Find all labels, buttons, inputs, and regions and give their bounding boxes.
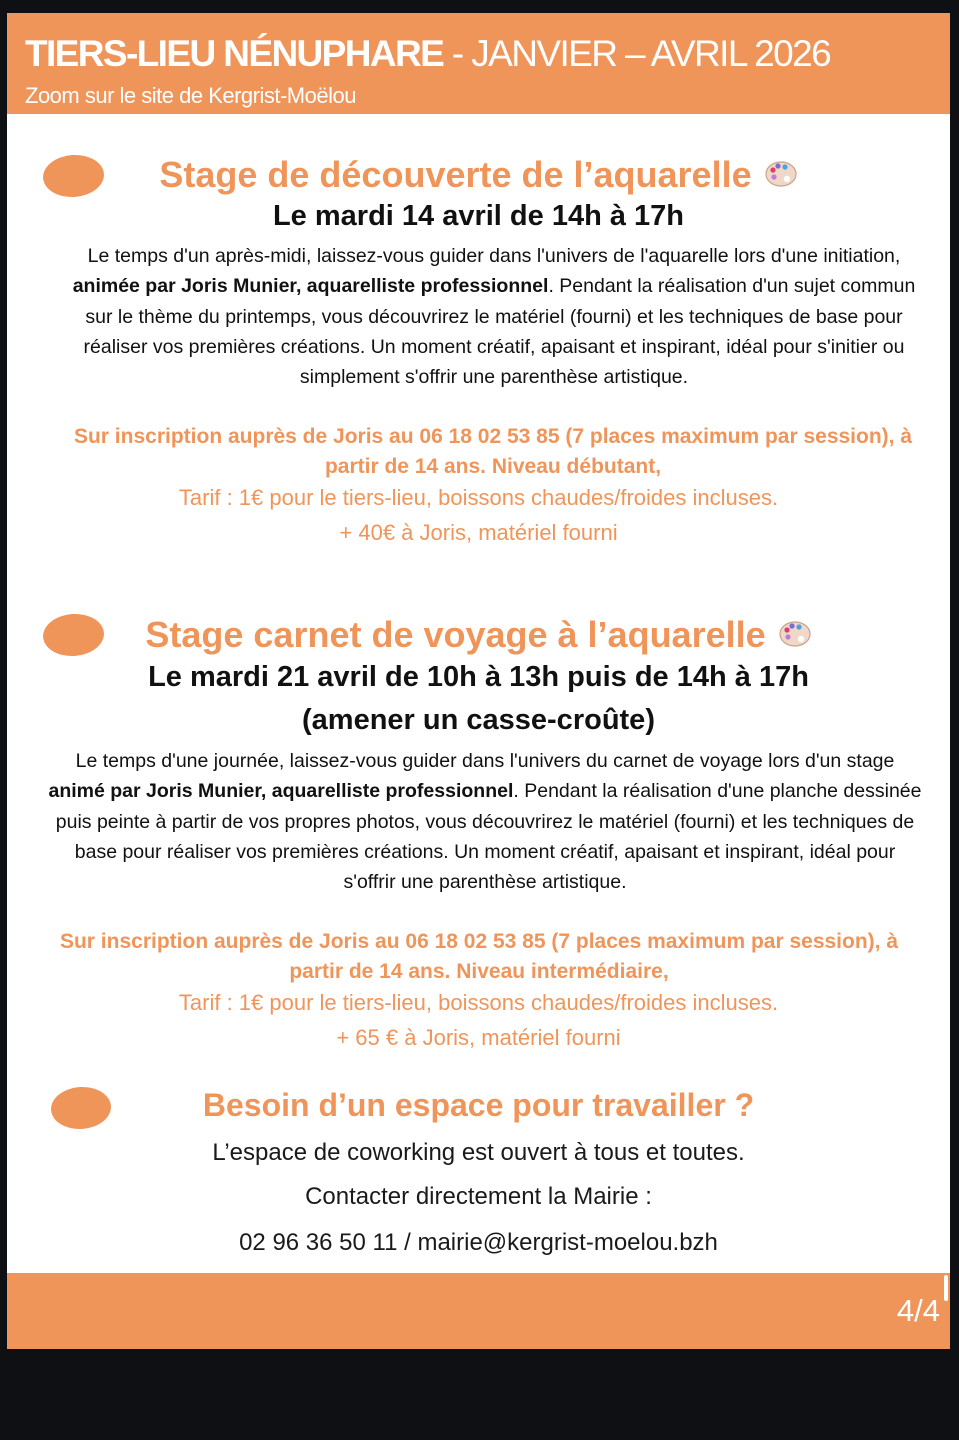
page-indicator: 4/4 xyxy=(896,1293,940,1328)
event-description xyxy=(65,241,923,392)
palette-icon xyxy=(778,616,812,658)
header-banner xyxy=(7,13,950,114)
description-text-end: . Pendant la réalisation d'une planche dessinée puis peinte à partir de vos propres photos, vous découvrirez le matériel (fourni) et les techniques de base pour réaliser vos premières créations. Un moment créatif, apaisant et inspirant, idéal pour s'offrir une parenthèse artistique. xyxy=(55,780,922,894)
section-title-text: Stage de découverte de l’aquarelle xyxy=(159,154,752,195)
page-subtitle: Zoom sur le site de Kergrist-Moëlou xyxy=(25,83,356,108)
description-animator: animé par Joris Munier, aquarelliste professionnel xyxy=(48,780,514,803)
contact-details: 02 96 36 50 11 / mairie@kergrist-moelou.bzh xyxy=(239,1229,718,1256)
scrollbar-thumb[interactable] xyxy=(944,1275,948,1301)
footer-bar xyxy=(7,1273,950,1349)
registration-info: Sur inscription auprès de Joris au 06 18 02 53 85 (7 places maximum par session), à partir de 14 ans. Niveau intermédiaire, xyxy=(59,930,899,983)
section-title-text: Stage carnet de voyage à l’aquarelle xyxy=(145,614,766,655)
page-title xyxy=(25,33,830,75)
description-text: Le temps d'une journée, laissez-vous guider dans l'univers du carnet de voyage lors d'un stage xyxy=(75,750,895,772)
description-animator: animée par Joris Munier, aquarelliste professionnel xyxy=(72,275,549,298)
registration-info: Sur inscription auprès de Joris au 06 18 02 53 85 (7 places maximum par session), à partir de 14 ans. Niveau débutant, xyxy=(73,425,913,478)
section-title xyxy=(7,614,950,658)
description-text: Le temps d'un après-midi, laissez-vous guider dans l'univers de l'aquarelle lors d'une initiation, xyxy=(87,245,901,267)
story-page xyxy=(7,13,950,1349)
palette-icon xyxy=(764,156,798,198)
pricing-extra: + 40€ à Joris, matériel fourni xyxy=(339,520,618,545)
pricing-extra: + 65 € à Joris, matériel fourni xyxy=(336,1025,621,1050)
event-date: Le mardi 14 avril de 14h à 17h xyxy=(272,200,685,232)
event-date-note: (amener un casse-croûte) xyxy=(302,704,655,736)
description-text-end: . Pendant la réalisation d'un sujet commun sur le thème du printemps, vous découvrirez le matériel (fourni) et les techniques de base pour réaliser vos premières créations. Un moment créatif, apaisant et inspirant, idéal pour s'initier ou simplement s'offrir une parenthèse artistique. xyxy=(83,275,916,389)
event-description xyxy=(47,746,923,897)
coworking-info: L’espace de coworking est ouvert à tous et toutes. xyxy=(212,1139,745,1166)
title-venue: TIERS-LIEU NÉNUPHARE xyxy=(25,33,444,74)
section-title: Besoin d’un espace pour travailler ? xyxy=(202,1087,755,1123)
contact-instruction: Contacter directement la Mairie : xyxy=(305,1183,652,1210)
event-date: Le mardi 21 avril de 10h à 13h puis de 14h à 17h xyxy=(148,661,809,693)
pricing-line: Tarif : 1€ pour le tiers-lieu, boissons chaudes/froides incluses. xyxy=(178,485,779,510)
pricing-line: Tarif : 1€ pour le tiers-lieu, boissons chaudes/froides incluses. xyxy=(178,990,779,1015)
title-period: - JANVIER – AVRIL 2026 xyxy=(443,33,831,74)
section-title xyxy=(7,154,950,198)
